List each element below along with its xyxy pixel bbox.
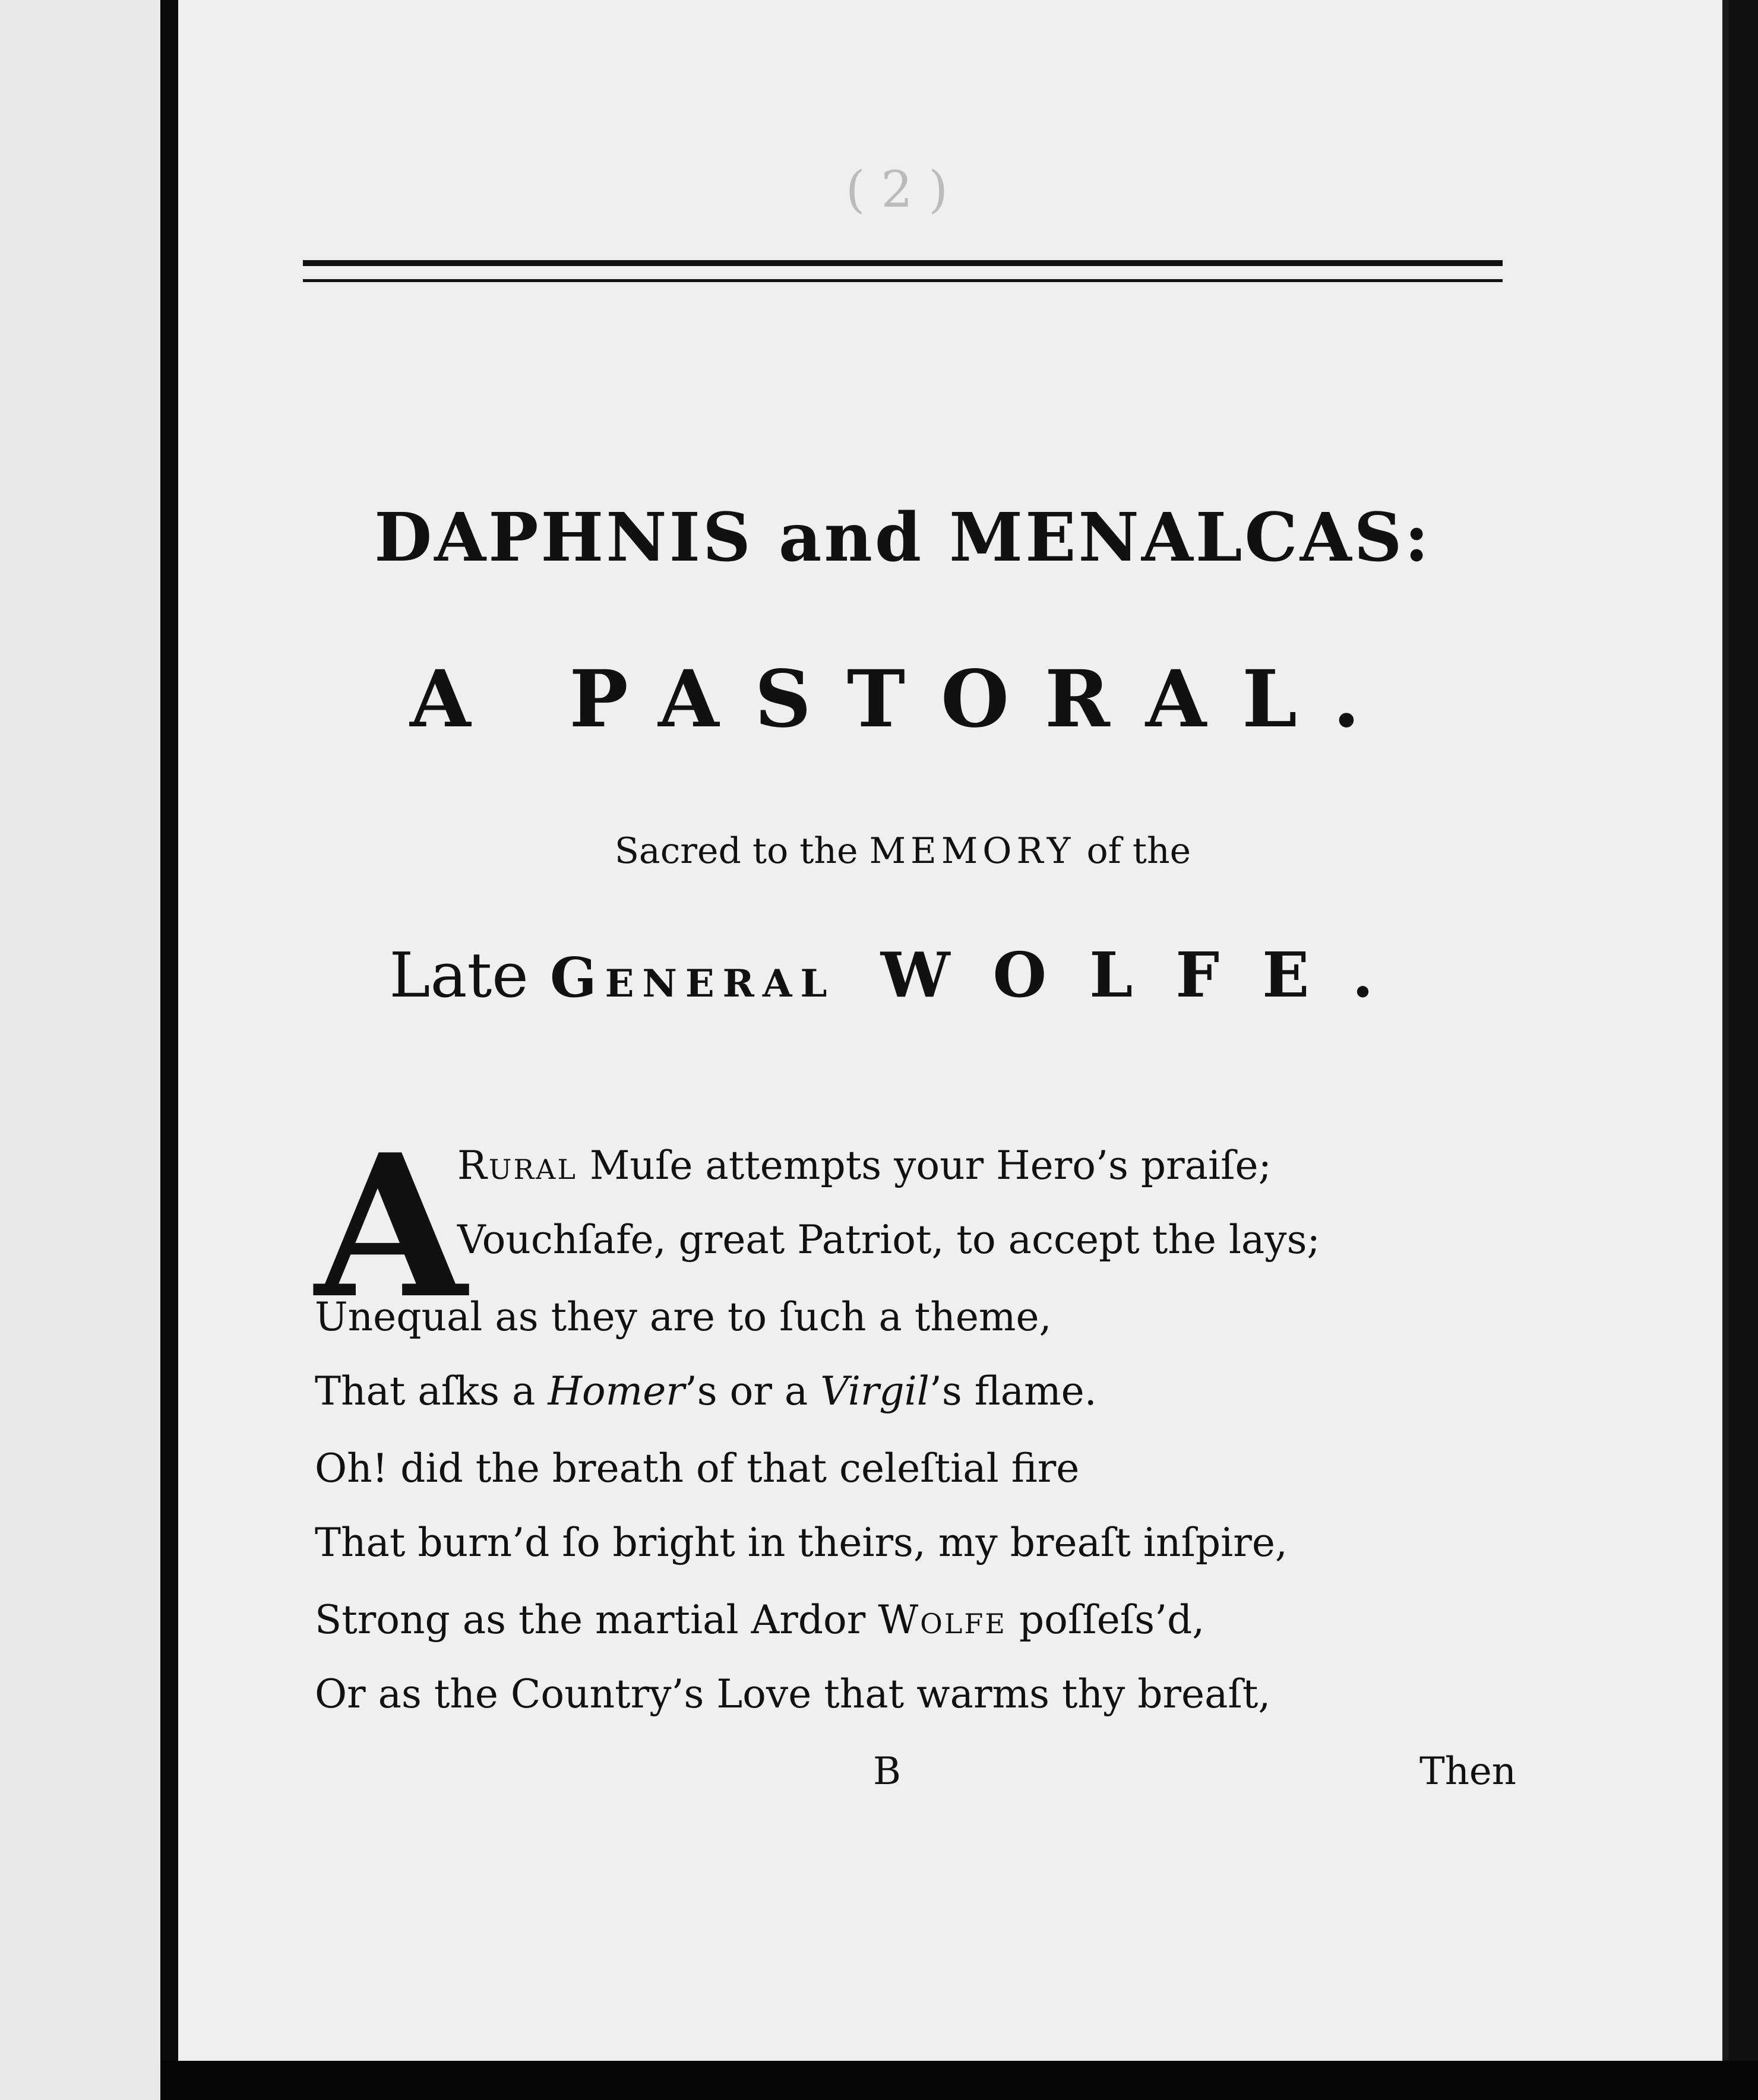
- title-line-3: [303, 938, 1503, 1011]
- title-general: General: [550, 945, 836, 1010]
- header-rule-thin: [303, 279, 1503, 282]
- verse-line-7-post: poſſeſs’d,: [1006, 1597, 1205, 1643]
- right-edge: [1728, 0, 1758, 2100]
- verse-line-7: [315, 1597, 1538, 1643]
- page-number: ( 2 ): [845, 160, 948, 219]
- verse-line-5: Oh! did the breath of that celeſtial fire: [315, 1446, 1080, 1491]
- facing-page: [0, 0, 160, 2100]
- verse-line-2: Vouchſafe, great Patriot, to accept the lays;: [457, 1217, 1320, 1263]
- verse-line-4: [315, 1368, 1538, 1414]
- header-rule-thick: [303, 260, 1503, 266]
- verse-line-7-pre: Strong as the martial Ardor: [315, 1597, 878, 1643]
- verse-line-8: Or as the Country’s Love that warms thy breaſt,: [315, 1671, 1271, 1717]
- gutter: [160, 0, 178, 2100]
- dedication-suffix: of the: [1086, 830, 1191, 872]
- verse-line-6: That burn’d ſo bright in theirs, my breaſt inſpire,: [315, 1520, 1288, 1565]
- bottom-edge: [160, 2061, 1758, 2100]
- title-line-2: A PASTORAL.: [410, 653, 1396, 745]
- verse-line-4-mid: ’s or a: [684, 1368, 821, 1414]
- verse-line-1-smallcaps: Rural: [457, 1143, 577, 1188]
- verse-line-7-smallcaps: Wolfe: [878, 1597, 1007, 1643]
- drop-cap: A: [315, 1111, 467, 1342]
- dedication-caps: MEMORY: [869, 830, 1076, 872]
- verse-line-4-virgil: Virgil: [820, 1368, 929, 1414]
- verse-line-4-post: ’s flame.: [929, 1368, 1097, 1414]
- verse-line-1: [457, 1143, 1681, 1188]
- dedication-prefix: Sacred to the: [614, 830, 858, 872]
- verse-line-3: Unequal as they are to ſuch a theme,: [315, 1294, 1052, 1340]
- dedication-line: [303, 830, 1503, 872]
- verse-line-4-homer: Homer: [548, 1368, 685, 1414]
- catchword: Then: [1419, 1750, 1516, 1794]
- signature-mark: B: [873, 1750, 902, 1794]
- title-wolfe: WOLFE.: [880, 938, 1416, 1011]
- verse-line-1-text: Muſe attempts your Hero’s praiſe;: [577, 1143, 1272, 1188]
- title-line-1: DAPHNIS and MENALCAS:: [374, 499, 1431, 577]
- title-late: Late: [389, 939, 529, 1011]
- verse-line-4-pre: That aſks a: [315, 1368, 548, 1414]
